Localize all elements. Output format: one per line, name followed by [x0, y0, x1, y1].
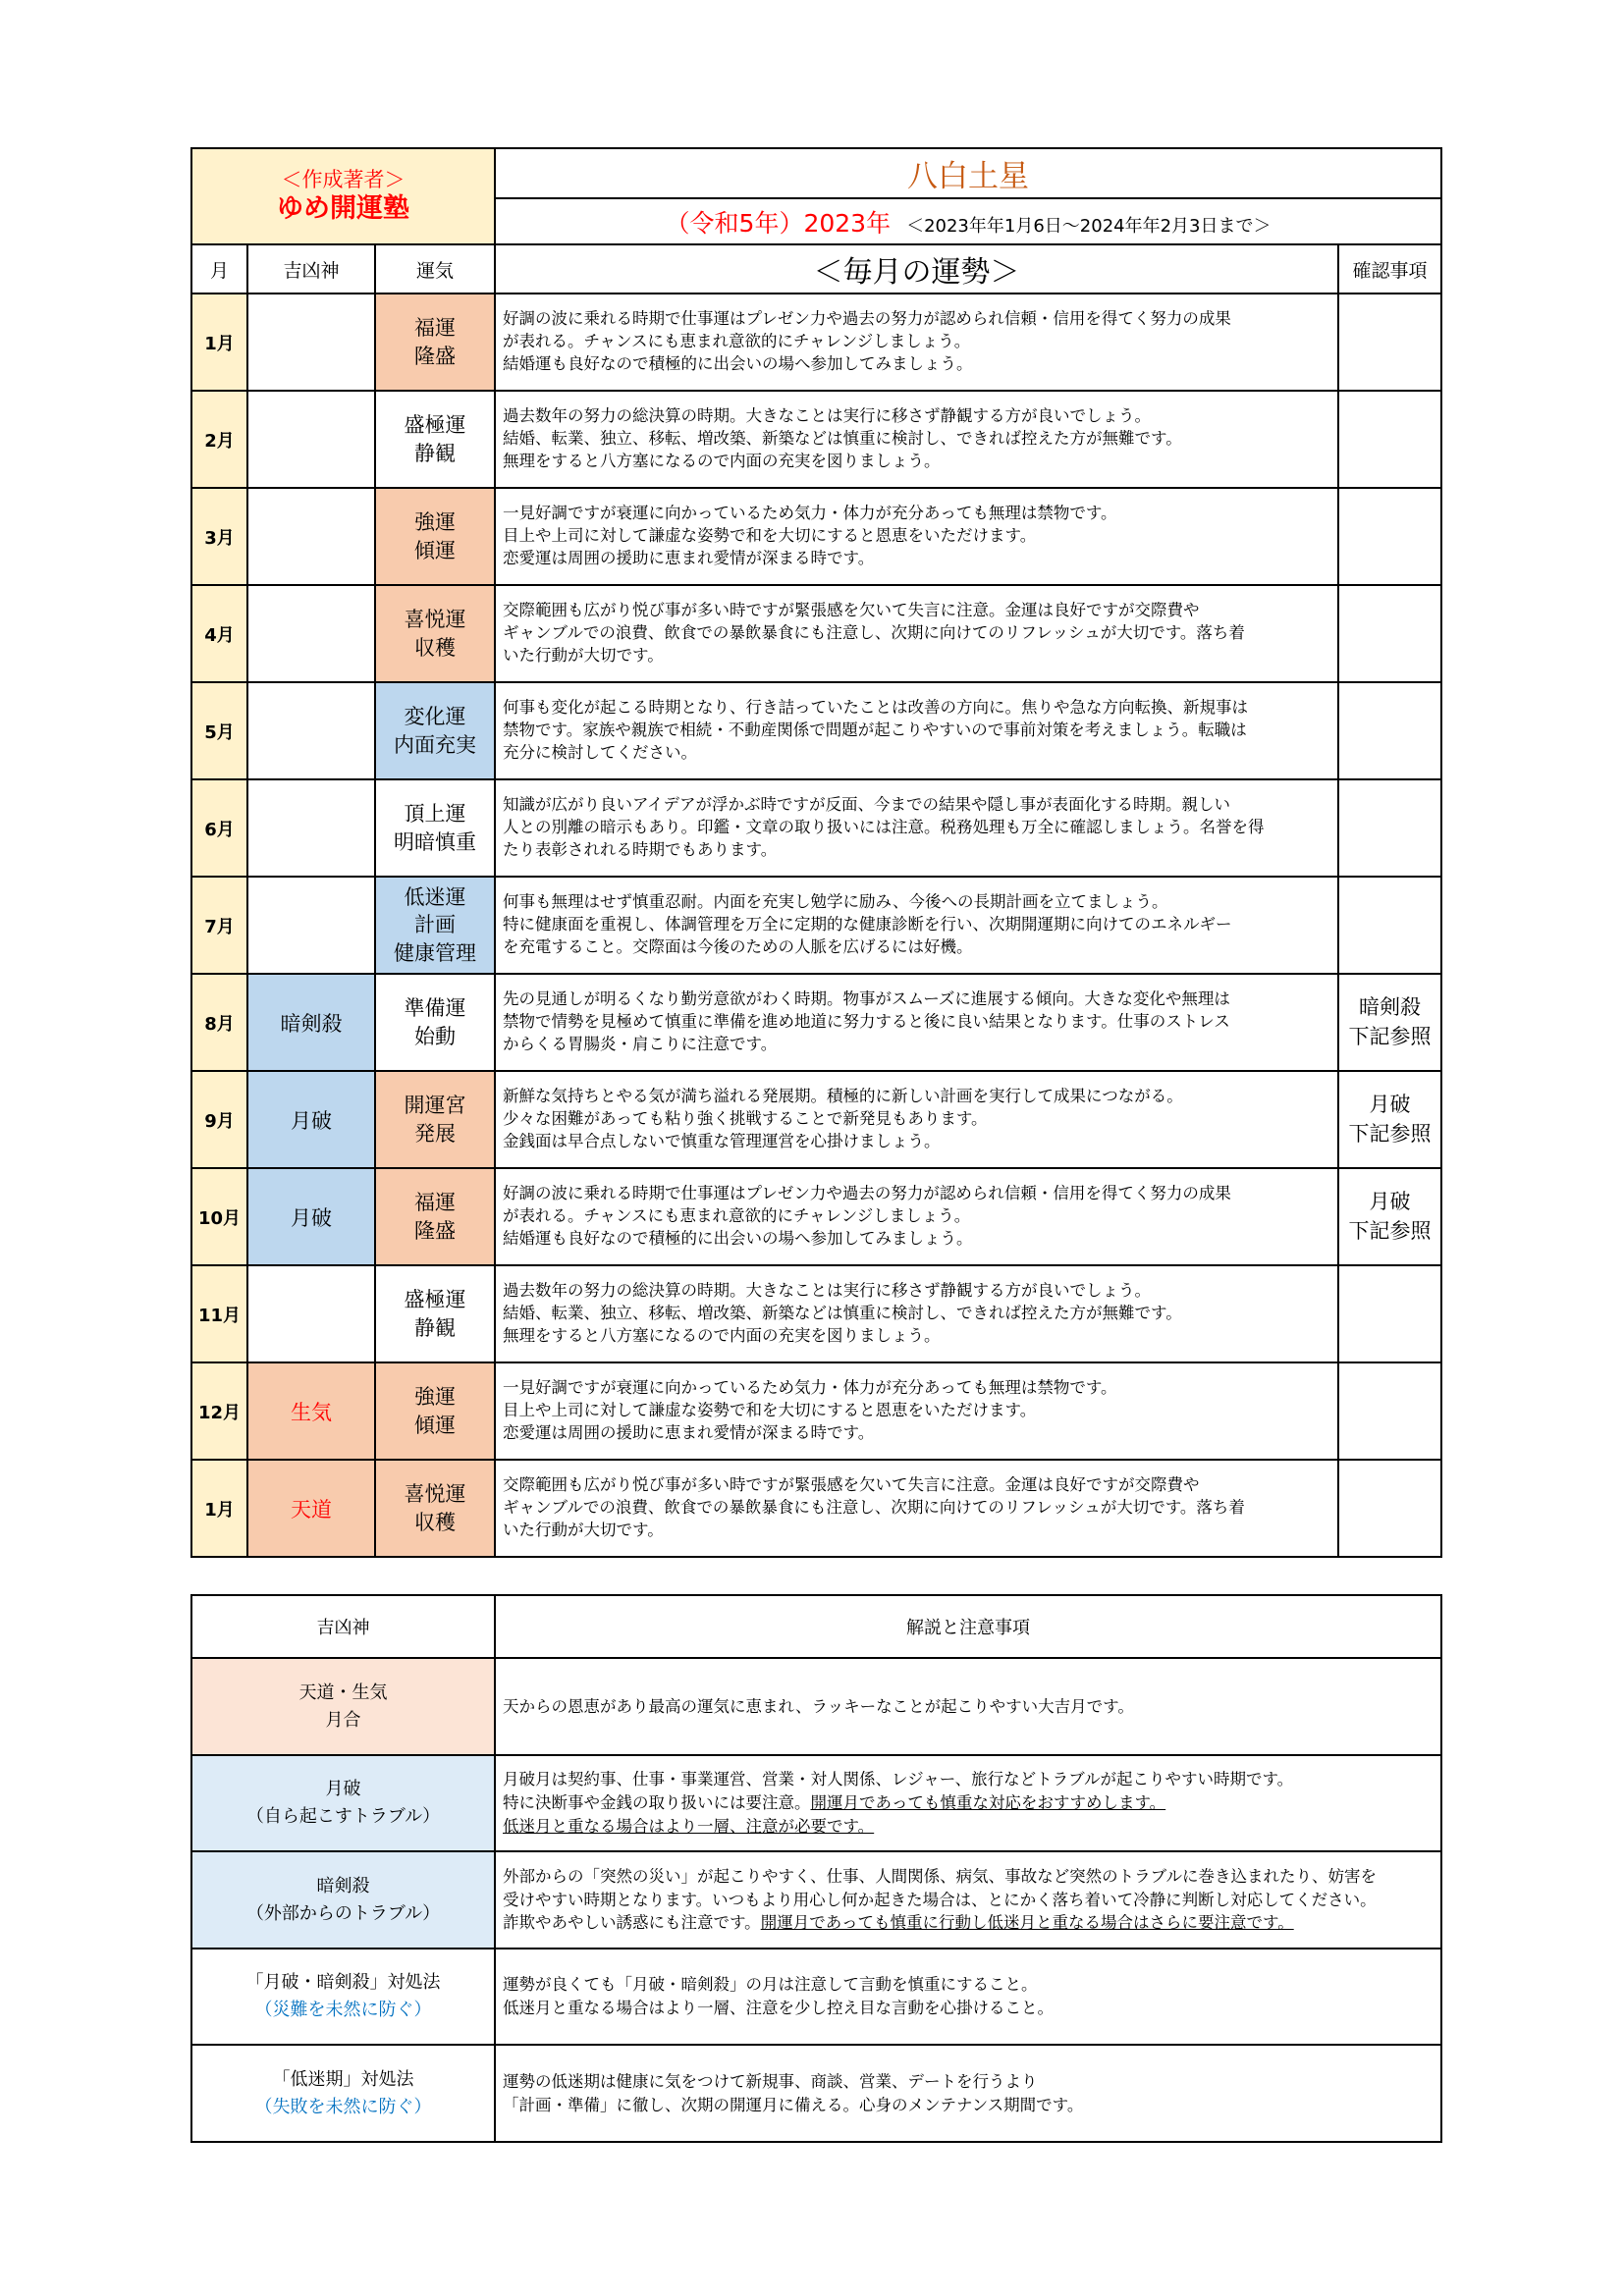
fortune-description — [495, 1071, 1338, 1168]
luck-cell — [375, 974, 495, 1071]
month-cell: 8月 — [191, 974, 247, 1071]
desc-line-2: 目上や上司に対して謙虚な姿勢で和を大切にすると恩恵をいただけます。 — [503, 1401, 1037, 1420]
month-row — [191, 391, 1441, 488]
desc-line-2: が表れる。チャンスにも恵まれ意欲的にチャレンジしましょう。 — [503, 1206, 971, 1226]
guide-name-line: （外部からのトラブル） — [245, 1902, 441, 1924]
guide-name-countermeasure-2 — [191, 2045, 495, 2142]
guide-desc-underlined: 開運月であっても慎重な対応をおすすめします。 — [810, 1793, 1166, 1813]
year-range: ＜2023年年1月6日～2024年年2月3日まで＞ — [906, 215, 1272, 237]
fortune-description — [495, 682, 1338, 779]
column-header-row — [191, 244, 1441, 294]
month-cell: 7月 — [191, 877, 247, 974]
guide-desc-geppa — [495, 1755, 1441, 1851]
month-row — [191, 682, 1441, 779]
luck-line-2: 傾運 — [414, 538, 457, 562]
check-line-2: 下記参照 — [1348, 1024, 1432, 1048]
fortune-description — [495, 294, 1338, 391]
guide-name-line: 暗剣殺 — [316, 1875, 370, 1896]
fortune-description — [495, 391, 1338, 488]
fortune-description — [495, 488, 1338, 585]
god-cell — [247, 488, 375, 585]
god-cell: 天道 — [247, 1460, 375, 1557]
guide-desc-tendo — [495, 1658, 1441, 1755]
desc-line-2: 特に健康面を重視し、体調管理を万全に定期的な健康診断を行い、次期開運期に向けてのエネルギー — [503, 915, 1232, 934]
fortune-description — [495, 1265, 1338, 1362]
author-name: ゆめ開運塾 — [277, 193, 410, 225]
luck-line-1: 低迷運 — [404, 884, 466, 909]
luck-line-1: 福運 — [414, 1191, 457, 1215]
luck-line-1: 頂上運 — [404, 802, 466, 827]
guide-desc-line — [503, 1911, 1434, 1935]
desc-line-3: 無理をすると八方塞になるので内面の充実を図りましょう。 — [503, 451, 941, 470]
guide-name-line: 「低迷期」対処法 — [272, 2068, 414, 2090]
month-row — [191, 1265, 1441, 1362]
guide-desc-line — [503, 1815, 1434, 1839]
desc-line-3: 充分に検討してください。 — [503, 742, 698, 762]
luck-line-2: 内面充実 — [394, 732, 477, 757]
luck-cell — [375, 294, 495, 391]
desc-line-3: 無理をすると八方塞になるので内面の充実を図りましょう。 — [503, 1325, 941, 1345]
guide-desc-line: 外部からの「突然の災い」が起こりやすく、仕事、人間関係、病気、事故など突然のトラブルに巻き込まれたり、妨害を — [503, 1866, 1378, 1886]
year-main: （令和5年）2023年 — [665, 208, 892, 238]
desc-line-1: 過去数年の努力の総決算の時期。大きなことは実行に移さず静観する方が良いでしょう。 — [503, 406, 1152, 426]
check-line-1: 月破 — [1369, 1093, 1411, 1117]
month-row — [191, 877, 1441, 974]
guide-name-tendo — [191, 1658, 495, 1755]
luck-line-2: 収穫 — [414, 635, 457, 660]
luck-cell — [375, 1168, 495, 1265]
desc-line-3: 恋愛運は周囲の援助に恵まれ愛情が深まる時です。 — [503, 1422, 875, 1442]
god-cell: 生気 — [247, 1362, 375, 1460]
desc-line-3: 結婚運も良好なので積極的に出会いの場へ参加してみましょう。 — [503, 353, 973, 373]
check-cell — [1338, 585, 1441, 682]
luck-line-2: 傾運 — [414, 1413, 457, 1437]
guide-desc-line: 受けやすい時期となります。いつもより用心し何か起きた場合は、とにかく落ち着いて冷静に判断し対応してください。 — [503, 1890, 1377, 1909]
check-line-1: 月破 — [1369, 1190, 1411, 1214]
author-label: ＜作成著者＞ — [281, 168, 406, 191]
god-cell: 月破 — [247, 1071, 375, 1168]
guide-table — [190, 1594, 1442, 2143]
luck-cell — [375, 488, 495, 585]
luck-line-2: 収穫 — [414, 1510, 457, 1534]
month-row — [191, 294, 1441, 391]
desc-line-2: ギャンブルでの浪費、飲食での暴飲暴食にも注意し、次期に向けてのリフレッシュが大切です。落ち着 — [503, 623, 1245, 643]
desc-line-1: 新鮮な気持ちとやる気が満ち溢れる発展期。積極的に新しい計画を実行して成果につながる。 — [503, 1087, 1183, 1106]
luck-line-1: 強運 — [414, 1385, 457, 1410]
check-cell — [1338, 779, 1441, 877]
check-cell — [1338, 294, 1441, 391]
desc-line-1: 過去数年の努力の総決算の時期。大きなことは実行に移さず静観する方が良いでしょう。 — [503, 1281, 1152, 1301]
luck-line-1: 盛極運 — [404, 1288, 466, 1312]
guide-name-ankensatsu — [191, 1851, 495, 1949]
desc-line-3: 恋愛運は周囲の援助に恵まれ愛情が深まる時です。 — [503, 548, 875, 567]
guide-desc-text: 特に決断事や金銭の取り扱いには要注意。 — [503, 1793, 811, 1813]
guide-col-god: 吉凶神 — [191, 1595, 495, 1658]
luck-line-3: 健康管理 — [394, 940, 477, 965]
desc-line-1: 一見好調ですが衰運に向かっているため気力・体力が充分あっても無理は禁物です。 — [503, 504, 1117, 523]
guide-row-tendo — [191, 1658, 1441, 1755]
desc-line-1: 好調の波に乗れる時期で仕事運はプレゼン力や過去の努力が認められ信頼・信用を得てく努力の成果 — [503, 309, 1231, 329]
desc-line-1: 何事も変化が起こる時期となり、行き詰っていたことは改善の方向に。焦りや急な方向転換、新規事は — [503, 698, 1249, 718]
check-cell — [1338, 1362, 1441, 1460]
guide-name-line: （自ら起こすトラブル） — [245, 1806, 441, 1827]
month-row — [191, 1168, 1441, 1265]
guide-desc-line: 天からの恩恵があり最高の運気に恵まれ、ラッキーなことが起こりやすい大吉月です。 — [503, 1696, 1134, 1716]
month-cell: 10月 — [191, 1168, 247, 1265]
col-luck: 運気 — [375, 244, 495, 294]
fortune-description — [495, 1168, 1338, 1265]
fortune-description — [495, 1460, 1338, 1557]
guide-desc-countermeasure-1 — [495, 1949, 1441, 2045]
luck-cell — [375, 1265, 495, 1362]
guide-desc-line: 低迷月と重なる場合はより一層、注意を少し控え目な言動を心掛けること。 — [503, 1999, 1054, 2017]
month-row — [191, 1460, 1441, 1557]
year-cell — [495, 198, 1441, 244]
desc-line-3: たり表彰されれる時期でもあります。 — [503, 839, 778, 859]
guide-desc-line: 月破月は契約事、仕事・事業運営、営業・対人関係、レジャー、旅行などトラブルが起こりやすい時期です。 — [503, 1770, 1294, 1789]
month-row — [191, 974, 1441, 1071]
desc-line-3: 結婚運も良好なので積極的に出会いの場へ参加してみましょう。 — [503, 1228, 973, 1248]
check-cell — [1338, 1460, 1441, 1557]
luck-line-1: 強運 — [414, 510, 457, 535]
month-cell: 5月 — [191, 682, 247, 779]
desc-line-1: 交際範囲も広がり悦び事が多い時ですが緊張感を欠いて失言に注意。金運は良好ですが交際費や — [503, 1475, 1200, 1495]
guide-name-line: 「月破・暗剣殺」対処法 — [245, 1972, 441, 1994]
check-cell — [1338, 1071, 1441, 1168]
guide-row-ankensatsu — [191, 1851, 1441, 1949]
check-cell — [1338, 488, 1441, 585]
luck-cell — [375, 779, 495, 877]
col-fortune: ＜毎月の運勢＞ — [495, 244, 1338, 294]
god-cell — [247, 294, 375, 391]
col-month: 月 — [191, 244, 247, 294]
month-row — [191, 1362, 1441, 1460]
luck-cell — [375, 1071, 495, 1168]
luck-line-2: 計画 — [414, 913, 457, 937]
desc-line-3: いた行動が大切です。 — [503, 645, 664, 665]
month-row — [191, 585, 1441, 682]
luck-line-1: 喜悦運 — [404, 1482, 466, 1507]
month-cell: 11月 — [191, 1265, 247, 1362]
guide-desc-underlined: 開運月であっても慎重に行動し低迷月と重なる場合はさらに要注意です。 — [760, 1913, 1294, 1933]
month-cell: 3月 — [191, 488, 247, 585]
luck-line-2: 静観 — [414, 441, 457, 465]
guide-row-geppa — [191, 1755, 1441, 1851]
desc-line-2: 人との別離の暗示もあり。印鑑・文章の取り扱いには注意。税務処理も万全に確認しましょう。名誉を得 — [503, 818, 1265, 837]
guide-header-row — [191, 1595, 1441, 1658]
month-cell: 1月 — [191, 1460, 247, 1557]
desc-line-2: 少々な困難があっても粘り強く挑戦することで新発見もあります。 — [503, 1109, 988, 1129]
luck-line-2: 隆盛 — [414, 344, 457, 368]
desc-line-1: 好調の波に乗れる時期で仕事運はプレゼン力や過去の努力が認められ信頼・信用を得てく努力の成果 — [503, 1184, 1231, 1203]
desc-line-1: 何事も無理はせず慎重忍耐。内面を充実し勉学に励み、今後への長期計画を立てましょう。 — [503, 892, 1168, 912]
luck-line-2: 隆盛 — [414, 1218, 457, 1243]
check-cell — [1338, 974, 1441, 1071]
desc-line-2: 結婚、転業、独立、移転、増改築、新築などは慎重に検討し、できれば控えた方が無難です。 — [503, 429, 1182, 449]
luck-line-2: 明暗慎重 — [394, 829, 477, 854]
luck-line-1: 準備運 — [404, 996, 466, 1021]
guide-name-line: 天道・生気 — [298, 1682, 388, 1703]
fortune-description — [495, 1362, 1338, 1460]
guide-desc-line — [503, 1791, 1434, 1815]
god-cell — [247, 779, 375, 877]
month-cell: 12月 — [191, 1362, 247, 1460]
desc-line-2: 結婚、転業、独立、移転、増改築、新築などは慎重に検討し、できれば控えた方が無難です。 — [503, 1304, 1182, 1323]
check-cell — [1338, 1265, 1441, 1362]
guide-name-line: 月合 — [325, 1709, 361, 1731]
luck-line-1: 盛極運 — [404, 413, 466, 438]
month-cell: 9月 — [191, 1071, 247, 1168]
desc-line-1: 先の見通しが明るくなり勤労意欲がわく時期。物事がスムーズに進展する傾向。大きな変化や無理は — [503, 989, 1230, 1009]
check-cell — [1338, 391, 1441, 488]
month-row — [191, 779, 1441, 877]
luck-cell — [375, 877, 495, 974]
month-rows — [191, 294, 1441, 1557]
guide-row-countermeasure-2 — [191, 2045, 1441, 2142]
guide-name-line: 月破 — [325, 1779, 361, 1800]
luck-cell — [375, 682, 495, 779]
guide-desc-ankensatsu — [495, 1851, 1441, 1949]
god-cell: 月破 — [247, 1168, 375, 1265]
desc-line-3: 金銭面は早合点しないで慎重な管理運営を心掛けましょう。 — [503, 1131, 941, 1150]
desc-line-1: 一見好調ですが衰運に向かっているため気力・体力が充分あっても無理は禁物です。 — [503, 1378, 1117, 1398]
month-cell: 2月 — [191, 391, 247, 488]
luck-line-1: 変化運 — [404, 705, 466, 729]
luck-cell — [375, 585, 495, 682]
check-line-2: 下記参照 — [1348, 1121, 1432, 1146]
desc-line-3: からくる胃腸炎・肩こりに注意です。 — [503, 1034, 778, 1053]
guide-name-note: （災難を未然に防ぐ） — [254, 2000, 432, 2020]
check-line-2: 下記参照 — [1348, 1218, 1432, 1243]
desc-line-3: いた行動が大切です。 — [503, 1520, 664, 1539]
god-cell — [247, 585, 375, 682]
luck-line-1: 開運宮 — [404, 1094, 466, 1118]
col-god: 吉凶神 — [247, 244, 375, 294]
check-cell — [1338, 877, 1441, 974]
desc-line-2: ギャンブルでの浪費、飲食での暴飲暴食にも注意し、次期に向けてのリフレッシュが大切です。落ち着 — [503, 1498, 1245, 1518]
guide-desc-underlined: 低迷月と重なる場合はより一層、注意が必要です。 — [503, 1816, 875, 1836]
desc-line-3: を充電すること。交際面は今後のための人脈を広げるには好機。 — [503, 936, 973, 956]
author-cell — [191, 148, 495, 244]
guide-name-geppa — [191, 1755, 495, 1851]
star-title: 八白土星 — [495, 148, 1441, 198]
god-cell — [247, 877, 375, 974]
desc-line-1: 知識が広がり良いアイデアが浮かぶ時ですが反面、今までの結果や隠し事が表面化する時期。親しい — [503, 795, 1231, 815]
month-row — [191, 1071, 1441, 1168]
fortune-description — [495, 585, 1338, 682]
luck-line-1: 喜悦運 — [404, 608, 466, 632]
guide-row-countermeasure-1 — [191, 1949, 1441, 2045]
desc-line-2: 禁物で情勢を見極めて慎重に準備を進め地道に努力すると後に良い結果となります。仕事のストレス — [503, 1012, 1230, 1032]
desc-line-2: 目上や上司に対して謙虚な姿勢で和を大切にすると恩恵をいただけます。 — [503, 526, 1037, 546]
desc-line-2: が表れる。チャンスにも恵まれ意欲的にチャレンジしましょう。 — [503, 332, 971, 351]
check-line-1: 暗剣殺 — [1359, 995, 1422, 1020]
guide-desc-line: 「計画・準備」に徹し、次期の開運月に備える。心身のメンテナンス期間です。 — [503, 2095, 1084, 2114]
luck-line-2: 静観 — [414, 1315, 457, 1340]
check-cell — [1338, 682, 1441, 779]
desc-line-2: 禁物です。家族や親族で相続・不動産関係で問題が起こりやすいので事前対策を考えましょう。転職は — [503, 721, 1247, 740]
guide-desc-line: 運勢の低迷期は健康に気をつけて新規事、商談、営業、デートを行うより — [503, 2071, 1038, 2091]
guide-col-desc: 解説と注意事項 — [495, 1595, 1441, 1658]
fortune-description — [495, 974, 1338, 1071]
col-check: 確認事項 — [1338, 244, 1441, 294]
guide-name-note: （失敗を未然に防ぐ） — [254, 2096, 432, 2117]
month-cell: 1月 — [191, 294, 247, 391]
guide-desc-line: 運勢が良くても「月破・暗剣殺」の月は注意して言動を慎重にすること。 — [503, 1975, 1038, 1995]
guide-desc-countermeasure-2 — [495, 2045, 1441, 2142]
luck-cell — [375, 1362, 495, 1460]
luck-cell — [375, 391, 495, 488]
luck-cell — [375, 1460, 495, 1557]
god-cell — [247, 682, 375, 779]
desc-line-1: 交際範囲も広がり悦び事が多い時ですが緊張感を欠いて失言に注意。金運は良好ですが交際費や — [503, 601, 1200, 620]
check-cell — [1338, 1168, 1441, 1265]
fortune-description — [495, 779, 1338, 877]
luck-line-1: 福運 — [414, 316, 457, 341]
monthly-fortune-table — [190, 147, 1442, 1558]
month-cell: 4月 — [191, 585, 247, 682]
luck-line-2: 発展 — [414, 1121, 457, 1146]
month-cell: 6月 — [191, 779, 247, 877]
god-cell — [247, 1265, 375, 1362]
god-cell — [247, 391, 375, 488]
god-cell: 暗剣殺 — [247, 974, 375, 1071]
fortune-description — [495, 877, 1338, 974]
month-row — [191, 488, 1441, 585]
guide-name-countermeasure-1 — [191, 1949, 495, 2045]
guide-desc-text: 詐欺やあやしい誘惑にも注意です。 — [503, 1913, 761, 1933]
luck-line-2: 始動 — [414, 1024, 457, 1048]
